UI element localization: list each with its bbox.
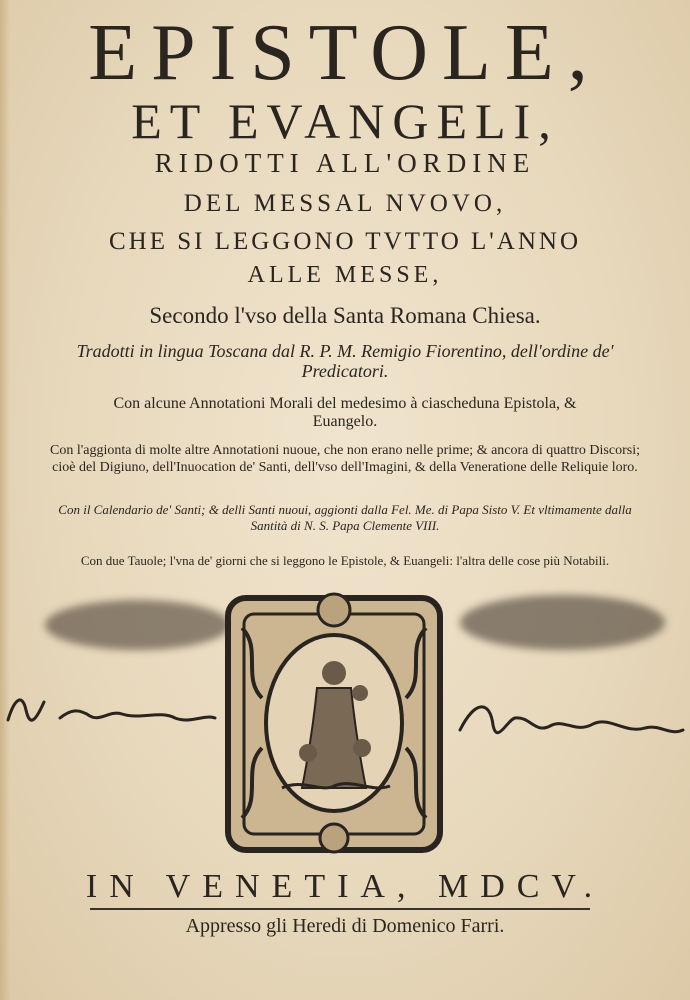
handwritten-signature-left (0, 680, 230, 750)
additions-note: Con l'aggionta di molte altre Annotationi nuoue, che non erano nelle prime; & ancora di quattro Discorsi; cioè del Digiuno, dell'Inuocation de' Santi, dell'vso dell'Imagini, & della Veneratione delle Reliquie loro. (50, 443, 640, 475)
translation-note: Tradotti in lingua Toscana dal R. P. M. Remigio Fiorentino, dell'ordine de' Predicatori. (76, 341, 614, 381)
title-line-messe: ALLE MESSE, (247, 262, 443, 288)
calendar-note: Con il Calendario de' Santi; & delli Santi nuoui, aggionti dalla Fel. Me. di Papa Sisto V. Et vltimamente dalla Santità di N. S. Papa Clemente VIII. (58, 502, 632, 533)
title-line-evangeli: ET EVANGELI, (131, 93, 559, 149)
imprint-rule (90, 908, 590, 910)
title-line-messal: DEL MESSAL NVOVO, (183, 190, 507, 217)
annotations-note: Con alcune Annotationi Morali del medesimo à ciascheduna Epistola, & Euangelo. (113, 395, 577, 430)
ink-smudge-right (460, 595, 665, 650)
handwritten-signature-right (455, 690, 685, 760)
ink-smudge-left (45, 600, 230, 650)
printer-device-emblem (222, 588, 446, 858)
title-line-secondo: Secondo l'vso della Santa Romana Chiesa. (149, 303, 541, 328)
title-line-leggono: CHE SI LEGGONO TVTTO L'ANNO (108, 228, 582, 255)
title-line-epistole: EPISTOLE, (88, 9, 602, 97)
tables-note: Con due Tauole; l'vna de' giorni che si leggono le Epistole, & Euangeli: l'altra delle cose più Notabili. (80, 553, 610, 568)
title-line-ridotti: RIDOTTI ALL'ORDINE (154, 148, 536, 178)
imprint-place: IN VENETIA, MDCV. (85, 868, 605, 905)
imprint-printer: Appresso gli Heredi di Domenico Farri. (185, 915, 505, 937)
